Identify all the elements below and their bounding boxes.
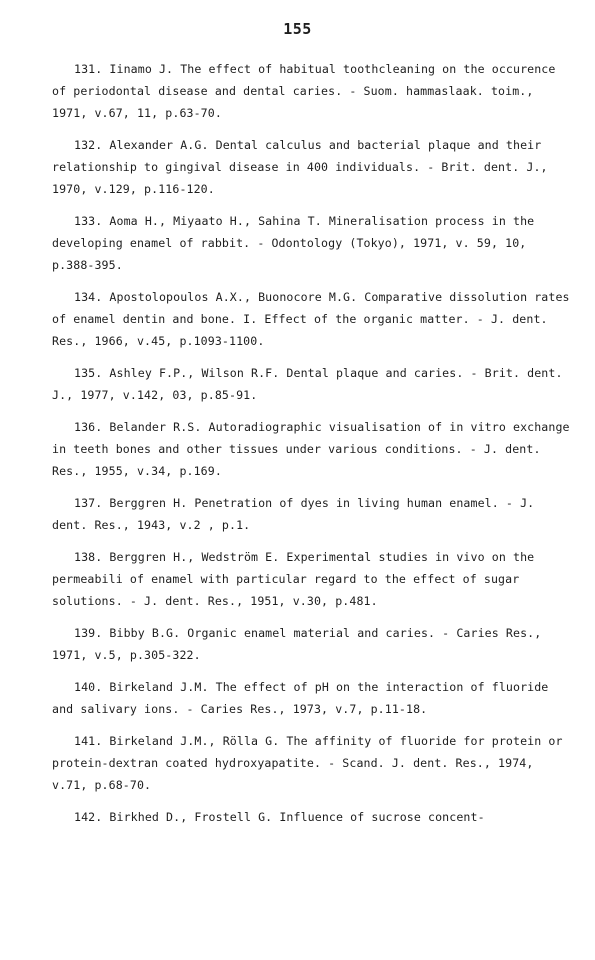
reference-number: 135.: [74, 366, 103, 380]
reference-item: [52, 622, 572, 666]
reference-text: Apostolopoulos A.X., Buonocore M.G. Comparative dissolution rates of enamel dentin and bone. I. Effect of the organic matter. - J. dent. Res., 1966, v.45, p.1093-1100.: [52, 290, 570, 348]
reference-item: [52, 492, 572, 536]
reference-number: 140.: [74, 680, 103, 694]
reference-number: 138.: [74, 550, 103, 564]
reference-number: 134.: [74, 290, 103, 304]
page-number: 155: [283, 20, 312, 38]
reference-item: [52, 362, 572, 406]
reference-item: [52, 546, 572, 612]
reference-text: Bibby B.G. Organic enamel material and caries. - Caries Res., 1971, v.5, p.305-322.: [52, 626, 542, 662]
reference-item: [52, 806, 572, 828]
reference-item: [52, 676, 572, 720]
reference-text: Birkeland J.M., Rölla G. The affinity of fluoride for protein or protein-dextran coated hydroxyapatite. - Scand. J. dent. Res., 1974, v.71, p.68-70.: [52, 734, 563, 792]
reference-text: Belander R.S. Autoradiographic visualisation of in vitro exchange in teeth bones and other tissues under various conditions. - J. dent. Res., 1955, v.34, p.169.: [52, 420, 570, 478]
reference-list: [52, 58, 572, 838]
reference-text: Birkeland J.M. The effect of pH on the interaction of fluoride and salivary ions. - Caries Res., 1973, v.7, p.11-18.: [52, 680, 549, 716]
reference-text: Alexander A.G. Dental calculus and bacterial plaque and their relationship to gingival disease in 400 individuals. - Brit. dent. J., 1970, v.129, p.116-120.: [52, 138, 548, 196]
reference-item: [52, 58, 572, 124]
reference-item: [52, 210, 572, 276]
reference-item: [52, 730, 572, 796]
reference-item: [52, 134, 572, 200]
reference-item: [52, 416, 572, 482]
reference-text: Birkhed D., Frostell G. Influence of sucrose concent-: [109, 810, 485, 824]
reference-number: 133.: [74, 214, 103, 228]
reference-number: 136.: [74, 420, 103, 434]
reference-text: Berggren H., Wedström E. Experimental studies in vivo on the permeabili of enamel with particular regard to the effect of sugar solutions. - J. dent. Res., 1951, v.30, p.481.: [52, 550, 535, 608]
reference-number: 141.: [74, 734, 103, 748]
reference-text: Berggren H. Penetration of dyes in living human enamel. - J. dent. Res., 1943, v.2 , p.1.: [52, 496, 535, 532]
reference-item: [52, 286, 572, 352]
reference-number: 139.: [74, 626, 103, 640]
reference-number: 142.: [74, 810, 103, 824]
reference-text: Iinamo J. The effect of habitual toothcleaning on the occurence of periodontal disease and dental caries. - Suom. hammaslaak. toim., 1971, v.67, 11, p.63-70.: [52, 62, 556, 120]
reference-number: 131.: [74, 62, 103, 76]
reference-text: Aoma H., Miyaato H., Sahina T. Mineralisation process in the developing enamel of rabbit. - Odontology (Tokyo), 1971, v. 59, 10, p.388-395.: [52, 214, 535, 272]
reference-number: 137.: [74, 496, 103, 510]
reference-text: Ashley F.P., Wilson R.F. Dental plaque and caries. - Brit. dent. J., 1977, v.142, 03, p.85-91.: [52, 366, 563, 402]
reference-number: 132.: [74, 138, 103, 152]
